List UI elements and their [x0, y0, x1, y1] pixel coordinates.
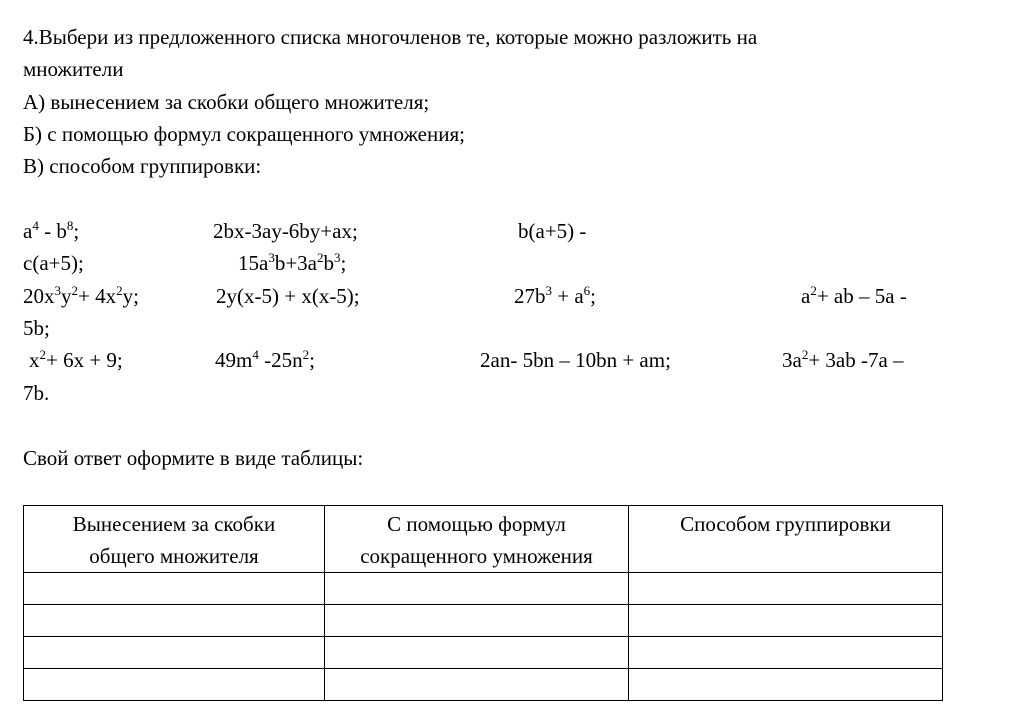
table-cell[interactable] [629, 573, 943, 605]
polynomial-2: 2bx-3ay-6by+ax; [213, 219, 358, 243]
table-row [24, 669, 943, 701]
table-row [24, 605, 943, 637]
option-b: Б) с помощью формул сокращенного умножения; [23, 122, 465, 146]
polynomial-5: $20x^3y^2+ 4x^2y$; [23, 283, 139, 308]
table-cell[interactable] [24, 669, 325, 701]
table-cell[interactable] [24, 637, 325, 669]
polynomial-12-start: $3a^2+ 3ab$ -7a – [782, 347, 904, 372]
polynomial-1: $a^4 - b^8$; [23, 218, 80, 243]
polynomial-9: $x^2+ 6x + 9$; [29, 347, 123, 372]
header-common-factor: Вынесением за скобки общего множителя [24, 506, 325, 573]
polynomial-3-end: c(a+5); [23, 251, 84, 275]
option-a: А) вынесением за скобки общего множителя; [23, 90, 430, 114]
table-row [24, 637, 943, 669]
polynomial-8-start: $a^2+$ ab – 5a - [801, 283, 907, 308]
table-cell[interactable] [629, 669, 943, 701]
table-cell[interactable] [325, 669, 629, 701]
polynomial-12-end: 7b. [23, 381, 50, 405]
instruction-text: Свой ответ оформите в виде таблицы: [23, 446, 364, 470]
table-row [24, 573, 943, 605]
table-cell[interactable] [629, 605, 943, 637]
polynomial-4: $15a^3b+3a^2b^3$; [238, 250, 347, 275]
table-cell[interactable] [325, 605, 629, 637]
table-cell[interactable] [629, 637, 943, 669]
answer-table [23, 505, 943, 701]
header-grouping: Способом группировки [629, 506, 943, 573]
table-header-row [24, 506, 943, 573]
polynomial-7: $27b^3 + a^6$; [514, 283, 597, 308]
option-c: В) способом группировки: [23, 154, 262, 178]
table-cell[interactable] [24, 573, 325, 605]
table-cell[interactable] [325, 637, 629, 669]
table-cell[interactable] [24, 605, 325, 637]
polynomial-10: $49m^4$ $-25n^2$; [215, 347, 315, 372]
header-formulas: С помощью формул сокращенного умножения [325, 506, 629, 573]
polynomial-8-end: 5b; [23, 316, 50, 340]
polynomial-3-start: b(a+5) - [518, 219, 587, 243]
polynomial-11: 2an- 5bn – 10bn + am; [480, 348, 671, 372]
task-line-2: множители [23, 57, 124, 81]
polynomial-6: 2y(x-5) + x(x-5); [216, 284, 360, 308]
task-line-1: 4.Выбери из предложенного списка многочленов те, которые можно разложить на [23, 25, 758, 49]
table-cell[interactable] [325, 573, 629, 605]
